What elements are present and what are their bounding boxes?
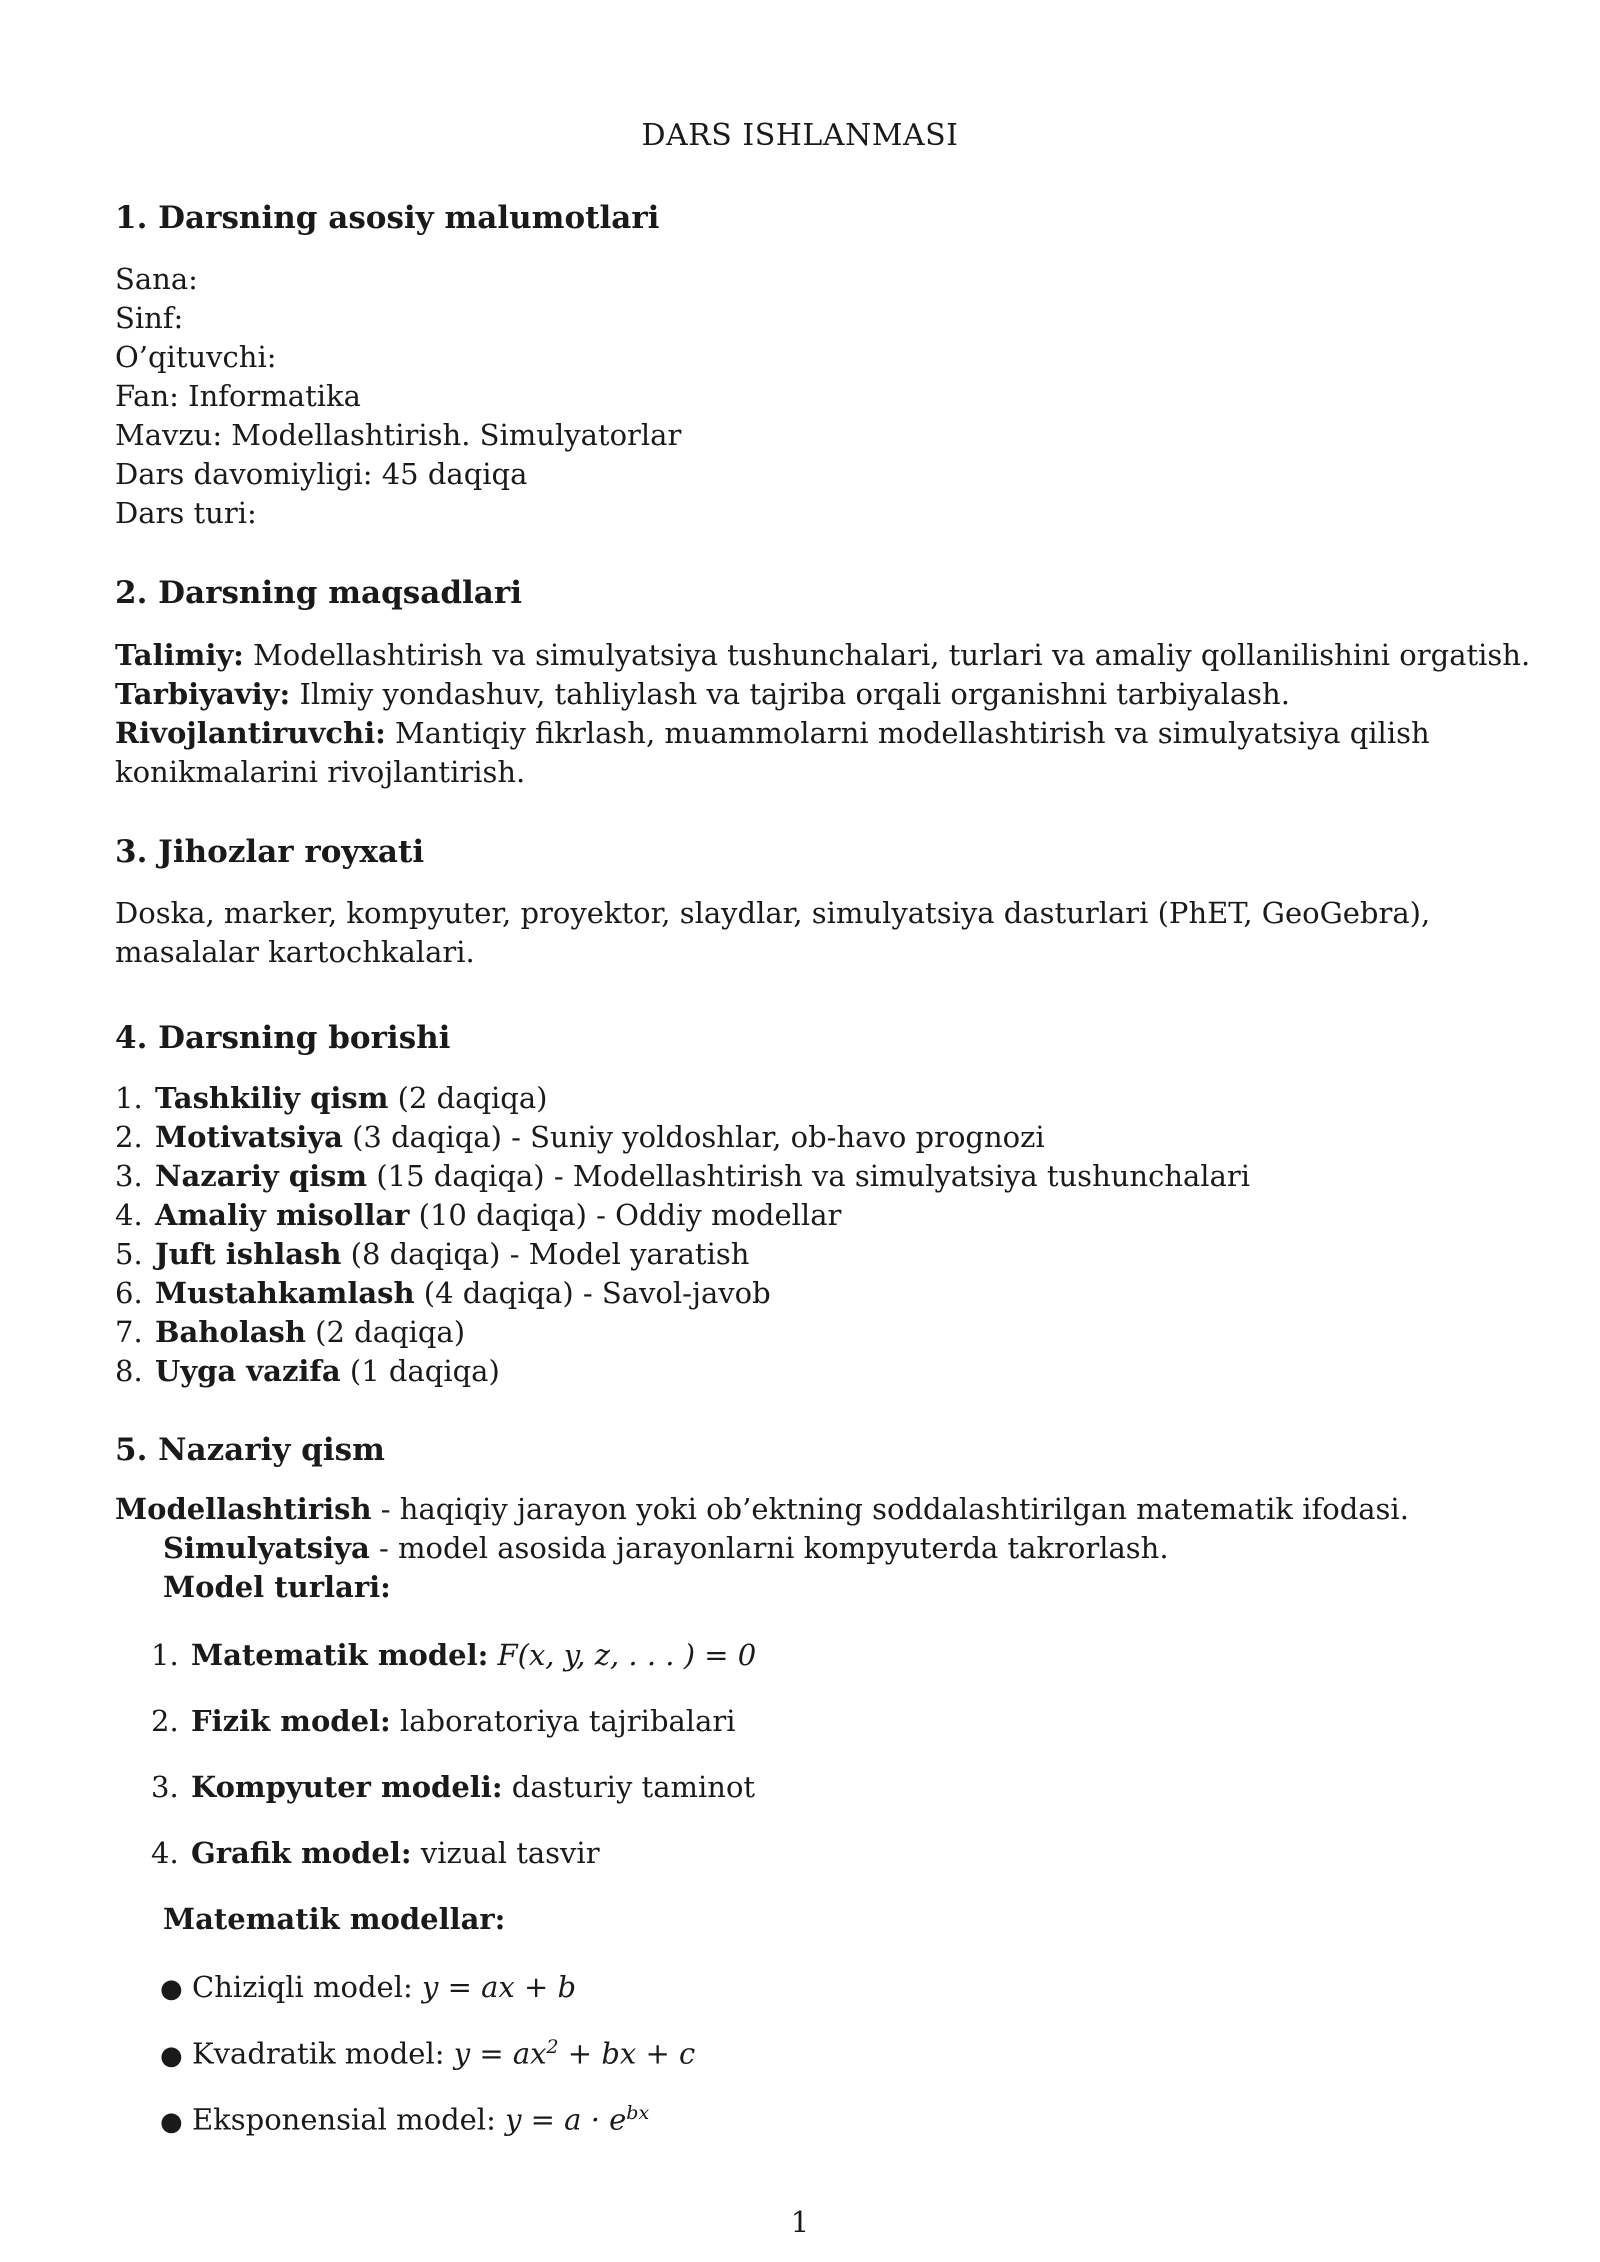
bullet-icon: ● xyxy=(160,2106,183,2137)
equipment-paragraph: Doska, marker, kompyuter, proyektor, slaydlar, simulyatsiya dasturlari (PhET, GeoGebra), masalalar kartochkalari. xyxy=(115,896,1431,969)
lesson-step-item xyxy=(115,1237,749,1271)
step-label: Baholash xyxy=(155,1315,306,1349)
definition-simulyatsiya xyxy=(163,1531,1169,1565)
document-title: DARS ISHLANMASI xyxy=(641,118,959,153)
math-model-formula: y = a · e xyxy=(505,2102,627,2137)
goal-label: Tarbiyaviy: xyxy=(115,677,291,711)
section-2-heading: 2. Darsning maqsadlari xyxy=(115,575,522,611)
lesson-step-item xyxy=(115,1159,1250,1193)
math-model-exponent: bx xyxy=(626,2102,650,2124)
step-text: (3 daqiqa) - Suniy yoldoshlar, ob-havo prognozi xyxy=(342,1120,1045,1154)
step-text: (8 daqiqa) - Model yaratish xyxy=(341,1237,750,1271)
type-number: 2. xyxy=(151,1704,179,1738)
goal-paragraph xyxy=(115,636,1545,792)
model-type-item xyxy=(151,1770,755,1804)
math-model-label: Kvadratik model: xyxy=(192,2036,454,2071)
step-label: Amaliy misollar xyxy=(155,1198,410,1232)
step-number: 4. xyxy=(115,1198,143,1232)
model-type-item xyxy=(151,1638,756,1672)
step-text: (15 daqiqa) - Modellashtirish va simulyatsiya tushunchalari xyxy=(367,1159,1251,1193)
definition-modellashtirish xyxy=(115,1492,1409,1526)
type-number: 1. xyxy=(151,1638,179,1672)
type-text: dasturiy taminot xyxy=(502,1770,756,1804)
section-4-heading: 4. Darsning borishi xyxy=(115,1020,451,1056)
step-label: Nazariy qism xyxy=(155,1159,368,1193)
type-label: Matematik model: xyxy=(191,1638,489,1672)
goal-text: Ilmiy yondashuv, tahliylash va tajriba orqali organishni tarbiyalash. xyxy=(290,677,1290,711)
math-model-item xyxy=(160,2102,649,2137)
goal-label: Rivojlantiruvchi: xyxy=(115,716,386,750)
math-model-item xyxy=(160,2036,695,2071)
model-types-heading-text: Model turlari: xyxy=(163,1570,391,1604)
model-types-heading xyxy=(163,1570,391,1604)
step-text: (2 daqiqa) xyxy=(305,1315,466,1349)
type-label: Fizik model: xyxy=(191,1704,391,1738)
definition-label: Simulyatsiya xyxy=(163,1531,370,1565)
math-model-item xyxy=(160,1970,576,2004)
step-label: Uyga vazifa xyxy=(155,1354,341,1388)
info-line: O’qituvchi: xyxy=(115,340,277,374)
step-label: Motivatsiya xyxy=(155,1120,343,1154)
info-line: Mavzu: Modellashtirish. Simulyatorlar xyxy=(115,418,682,452)
type-text: laboratoriya tajribalari xyxy=(390,1704,736,1738)
step-number: 7. xyxy=(115,1315,143,1349)
math-model-formula: y = ax + b xyxy=(421,1970,577,2004)
math-model-exponent: 2 xyxy=(546,2036,559,2058)
type-label: Kompyuter modeli: xyxy=(191,1770,503,1804)
lesson-step-item xyxy=(115,1276,771,1310)
info-line: Fan: Informatika xyxy=(115,379,361,413)
math-model-label: Chiziqli model: xyxy=(192,1970,422,2004)
goal-text: Modellashtirish va simulyatsiya tushunchalari, turlari va amaliy qollanilishini orgatish. xyxy=(243,638,1531,672)
step-number: 8. xyxy=(115,1354,143,1388)
step-number: 3. xyxy=(115,1159,143,1193)
lesson-step-item xyxy=(115,1198,841,1232)
model-type-item xyxy=(151,1704,736,1738)
math-model-formula-tail: + bx + c xyxy=(558,2036,696,2071)
info-line: Sana: xyxy=(115,262,198,296)
info-line: Dars davomiyligi: 45 daqiqa xyxy=(115,457,528,491)
definition-text: - model asosida jarayonlarni kompyuterda takrorlash. xyxy=(369,1531,1169,1565)
lesson-step-item xyxy=(115,1315,465,1349)
step-label: Tashkiliy qism xyxy=(155,1081,389,1115)
step-text: (10 daqiqa) - Oddiy modellar xyxy=(409,1198,842,1232)
section-3-heading: 3. Jihozlar royxati xyxy=(115,834,425,870)
bullet-icon: ● xyxy=(160,2040,183,2071)
step-number: 6. xyxy=(115,1276,143,1310)
section-1-heading: 1. Darsning asosiy malumotlari xyxy=(115,200,660,236)
lesson-step-item xyxy=(115,1081,547,1115)
step-number: 2. xyxy=(115,1120,143,1154)
math-models-heading-text: Matematik modellar: xyxy=(163,1902,506,1936)
math-models-heading xyxy=(163,1902,505,1936)
definition-text: - haqiqiy jarayon yoki ob’ektning soddalashtirilgan matematik ifodasi. xyxy=(371,1492,1409,1526)
section-5-heading: 5. Nazariy qism xyxy=(115,1432,385,1468)
lesson-step-item xyxy=(115,1120,1045,1154)
type-text: vizual tasvir xyxy=(411,1836,600,1870)
definition-label: Modellashtirish xyxy=(115,1492,372,1526)
goal-text: Mantiqiy fikrlash, muammolarni modellashtirish va simulyatsiya qilish konikmalarini rivojlantirish. xyxy=(115,716,1430,789)
goal-label: Talimiy: xyxy=(115,638,244,672)
type-number: 4. xyxy=(151,1836,179,1870)
model-type-item xyxy=(151,1836,600,1870)
step-number: 1. xyxy=(115,1081,143,1115)
page-number: 1 xyxy=(790,2205,810,2239)
step-number: 5. xyxy=(115,1237,143,1271)
step-label: Juft ishlash xyxy=(155,1237,342,1271)
info-line: Dars turi: xyxy=(115,496,257,530)
step-label: Mustahkamlash xyxy=(155,1276,415,1310)
math-model-formula: y = ax xyxy=(453,2036,547,2071)
step-text: (1 daqiqa) xyxy=(340,1354,500,1388)
type-number: 3. xyxy=(151,1770,179,1804)
step-text: (4 daqiqa) - Savol-javob xyxy=(414,1276,771,1310)
lesson-step-item xyxy=(115,1354,500,1388)
math-model-label: Eksponensial model: xyxy=(192,2102,506,2137)
step-text: (2 daqiqa) xyxy=(388,1081,548,1115)
type-formula: F(x, y, z, . . . ) = 0 xyxy=(497,1638,757,1672)
type-label: Grafik model: xyxy=(191,1836,412,1870)
info-line: Sinf: xyxy=(115,301,184,335)
bullet-icon: ● xyxy=(160,1974,183,2004)
